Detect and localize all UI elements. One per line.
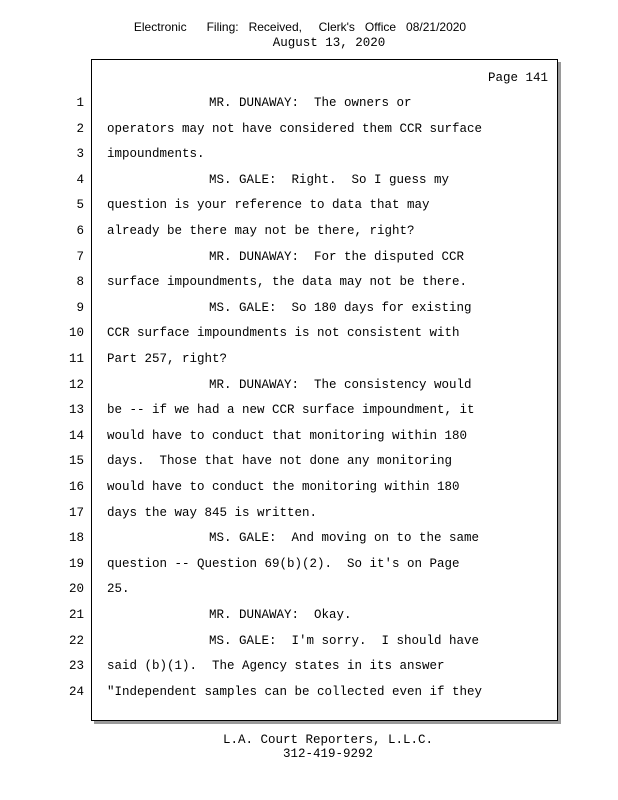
line-number: 18: [68, 531, 84, 546]
line-number: 11: [68, 352, 84, 366]
filing-stamp: Electronic Filing: Received, Clerk's Office 08/21/2020: [133, 20, 467, 34]
line-number: 22: [68, 633, 84, 648]
page-number: Page 141: [488, 71, 549, 85]
line-text: impoundments.: [107, 147, 205, 162]
line-number: 15: [68, 454, 84, 469]
line-number: 13: [68, 403, 84, 418]
line-number: 6: [76, 224, 84, 238]
line-text: MR. DUNAWAY: The consistency would: [209, 377, 472, 392]
line-number: 2: [76, 121, 84, 136]
line-number: 21: [68, 608, 84, 622]
line-text: surface impoundments, the data may not be there.: [107, 275, 468, 290]
line-text: MS. GALE: And moving on to the same: [209, 531, 480, 546]
line-number: 14: [68, 428, 84, 443]
line-number: 19: [68, 556, 84, 571]
line-text: said (b)(1). The Agency states in its answer: [107, 659, 445, 674]
line-text: question is your reference to data that may: [107, 198, 430, 213]
line-text: Part 257, right?: [107, 352, 228, 366]
line-text: "Independent samples can be collected even if they: [107, 684, 483, 699]
line-number: 4: [76, 172, 84, 187]
line-number: 24: [68, 684, 84, 699]
line-text: MR. DUNAWAY: Okay.: [209, 608, 352, 622]
line-number: 8: [76, 275, 84, 290]
line-text: already be there may not be there, right?: [107, 224, 415, 238]
line-number: 5: [76, 198, 84, 213]
line-text: be -- if we had a new CCR surface impoundment, it: [107, 403, 475, 418]
line-text: MR. DUNAWAY: The owners or: [209, 96, 412, 110]
line-text: 25.: [107, 582, 130, 597]
line-number: 1: [76, 96, 84, 110]
line-number: 20: [68, 582, 84, 597]
line-text: MS. GALE: I'm sorry. I should have: [209, 633, 480, 648]
line-text: MS. GALE: So 180 days for existing: [209, 300, 472, 315]
line-text: would have to conduct the monitoring within 180: [107, 480, 460, 494]
line-text: MS. GALE: Right. So I guess my: [209, 172, 450, 187]
line-text: operators may not have considered them CCR surface: [107, 121, 483, 136]
line-number: 7: [76, 249, 84, 264]
header-date: August 13, 2020: [272, 36, 386, 50]
line-text: MR. DUNAWAY: For the disputed CCR: [209, 249, 465, 264]
line-number: 3: [76, 147, 84, 162]
line-text: days the way 845 is written.: [107, 505, 318, 520]
footer-company: L.A. Court Reporters, L.L.C.: [222, 733, 434, 747]
line-text: days. Those that have not done any monitoring: [107, 454, 453, 469]
line-number: 10: [68, 326, 84, 341]
line-number: 17: [68, 505, 84, 520]
line-text: CCR surface impoundments is not consistent with: [107, 326, 460, 341]
footer-phone: 312-419-9292: [282, 747, 373, 761]
line-text: question -- Question 69(b)(2). So it's on Page: [107, 556, 460, 571]
line-number: 16: [68, 480, 84, 494]
line-number: 9: [76, 300, 84, 315]
line-text: would have to conduct that monitoring within 180: [107, 428, 468, 443]
line-number: 12: [68, 377, 84, 392]
line-number: 23: [68, 659, 84, 674]
